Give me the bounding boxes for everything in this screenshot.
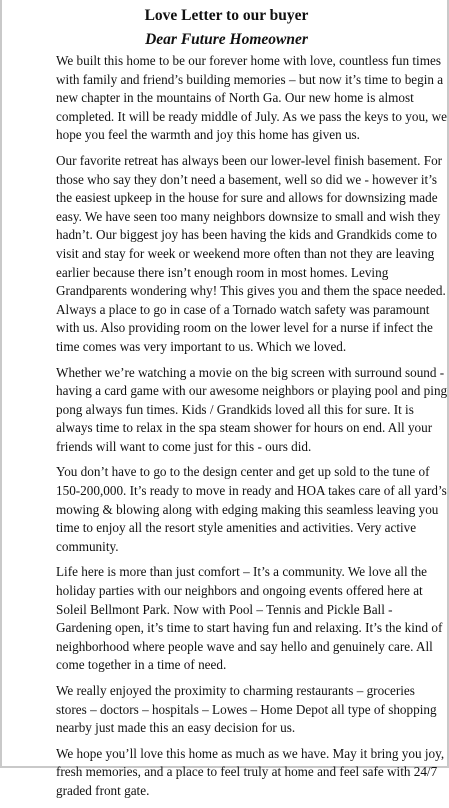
letter-body	[56, 52, 448, 808]
paragraph-design-center: You don’t have to go to the design center and get up sold to the tune of 150-200,000. It’s ready to move in ready and HOA takes care of all yard’s mowing & blowing along with edging making this seamless leaving you time to enjoy all the resort style amenities and activities. Very active community.	[56, 464, 447, 554]
letter-title: Love Letter to our buyer	[144, 7, 309, 24]
paragraph-entertainment: Whether we’re watching a movie on the big screen with surround sound - having a card game with our awesome neighbors or playing pool and ping pong always fun times. Kids / Grandkids loved all this for sure. It is always time to relax in the spa steam shower for hours on end. All your friends will want to come just for this - ours did.	[56, 364, 448, 454]
paragraph-forever-home: We built this home to be our forever home with love, countless fun times with family and friend’s building memories – but now it’s time to begin a new chapter in the mountains of North Ga. Our new home is almost completed. It will be ready middle of July. As we pass the keys to you, we hope you feel the warmth and joy this home has given us.	[56, 53, 448, 143]
paragraph-basement: Our favorite retreat has always been our lower-level finish basement. For those who say they don’t need a basement, well so did we - however it’s the easiest upkeep in the house for sure and allows for downsizing made easy. We have seen too many neighbors downsize to small and wish they hadn’t. Our biggest joy has been having the kids and Grandkids come to visit and stay for week or weekend more often than not they are leaving earlier because there isn’t enough room in most homes. Leving Grandparents wondering why! This gives you and them the space needed. Always a place to go in case of a Tornado watch safety was paramount with us. Also providing room on the lower level for a nurse if infect the time comes was very important to us. Which we loved.	[56, 152, 446, 354]
letter-salutation: Dear Future Homeowner	[145, 31, 308, 48]
paragraph-closing: We hope you’ll love this home as much as we have. May it bring you joy, fresh memories, and a place to feel truly at home and feel safe with 24/7 graded front gate.	[56, 745, 445, 798]
paragraph-proximity: We really enjoyed the proximity to charming restaurants – groceries stores – doctors – hospitals – Lowes – Home Depot all type of shopping nearby just made this an easy decision for us.	[56, 683, 437, 736]
paragraph-community: Life here is more than just comfort – It’s a community. We love all the holiday parties with our neighbors and ongoing events offered here at Soleil Bellmont Park. Now with Pool – Tennis and Pickle Ball - Gardening open, it’s time to start having fun and relaxing. It’s the kind of neighborhood where people wave and say hello and genuinely care. All come together in a time of need.	[56, 564, 443, 673]
